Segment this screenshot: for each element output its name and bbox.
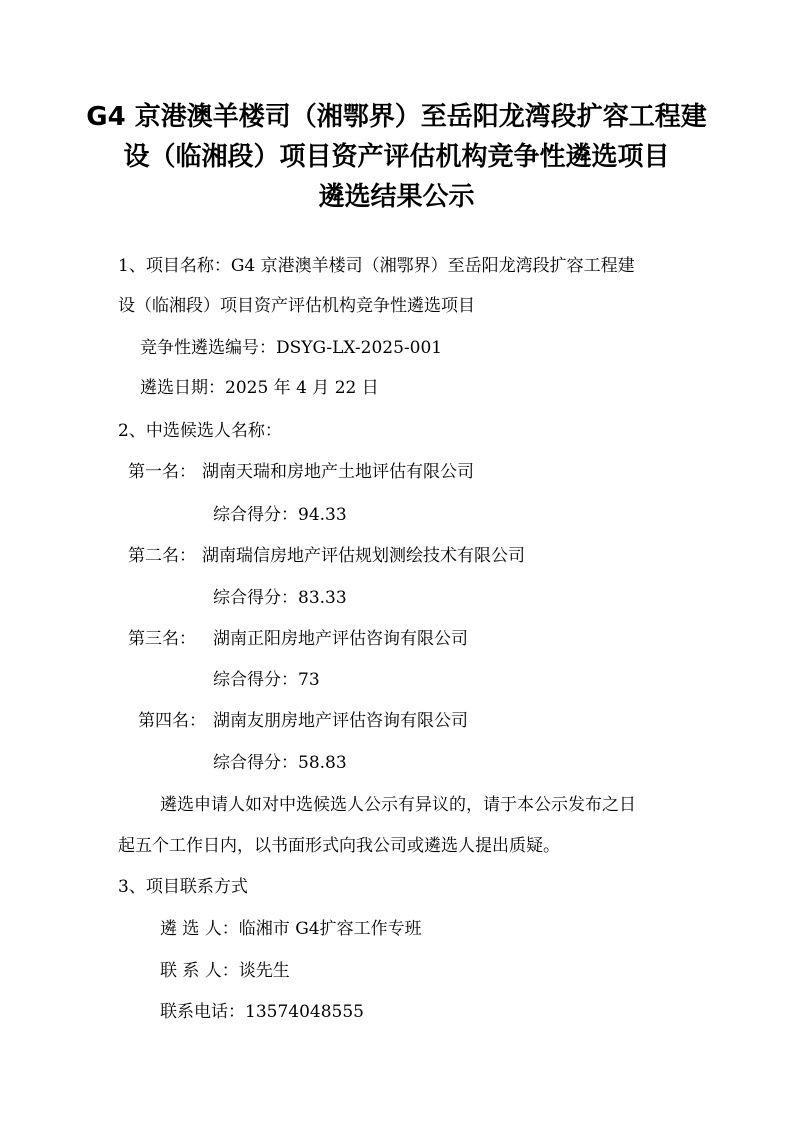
candidates-heading: 2、中选候选人名称： — [118, 421, 282, 441]
candidate-1-rank: 第一名： — [128, 462, 196, 482]
project-name-line-2: 设（临湘段）项目资产评估机构竞争性遴选项目 — [118, 296, 475, 316]
objection-notice-line-1: 遴选申请人如对中选候选人公示有异议的，请于本公示发布之日 — [160, 795, 636, 815]
title-line-3: 遴选结果公示 — [318, 182, 475, 212]
candidate-2-name: 湖南瑞信房地产评估规划测绘技术有限公司 — [202, 546, 525, 566]
title-line-2: 设（临湘段）项目资产评估机构竞争性遴选项目 — [123, 142, 670, 172]
candidate-4-rank: 第四名： — [138, 711, 206, 731]
contact-person: 联 系 人：谈先生 — [160, 961, 290, 981]
candidate-2-score: 综合得分：83.33 — [213, 588, 347, 608]
candidate-1-score: 综合得分：94.33 — [213, 505, 347, 525]
project-name-line-1: 1、项目名称：G4 京港澳羊楼司（湘鄂界）至岳阳龙湾段扩容工程建 — [118, 256, 635, 276]
candidate-4-score: 综合得分：58.83 — [213, 753, 347, 773]
contact-phone: 联系电话：13574048555 — [160, 1002, 364, 1022]
candidate-4-name: 湖南友朋房地产评估咨询有限公司 — [213, 711, 468, 731]
objection-notice-line-2: 起五个工作日内，以书面形式向我公司或遴选人提出质疑。 — [118, 836, 560, 856]
selection-date: 遴选日期：2025 年 4 月 22 日 — [140, 378, 379, 398]
candidate-3-name: 湖南正阳房地产评估咨询有限公司 — [213, 629, 468, 649]
contact-heading: 3、项目联系方式 — [118, 877, 248, 897]
title-line-1: G4 京港澳羊楼司（湘鄂界）至岳阳龙湾段扩容工程建 — [86, 102, 707, 132]
contact-selector: 遴 选 人：临湘市 G4扩容工作专班 — [160, 919, 422, 939]
candidate-2-rank: 第二名： — [128, 546, 196, 566]
candidate-3-rank: 第三名： — [128, 629, 196, 649]
candidate-3-score: 综合得分：73 — [213, 670, 320, 690]
candidate-1-name: 湖南天瑞和房地产土地评估有限公司 — [202, 462, 474, 482]
selection-code: 竞争性遴选编号：DSYG-LX-2025-001 — [140, 338, 443, 358]
